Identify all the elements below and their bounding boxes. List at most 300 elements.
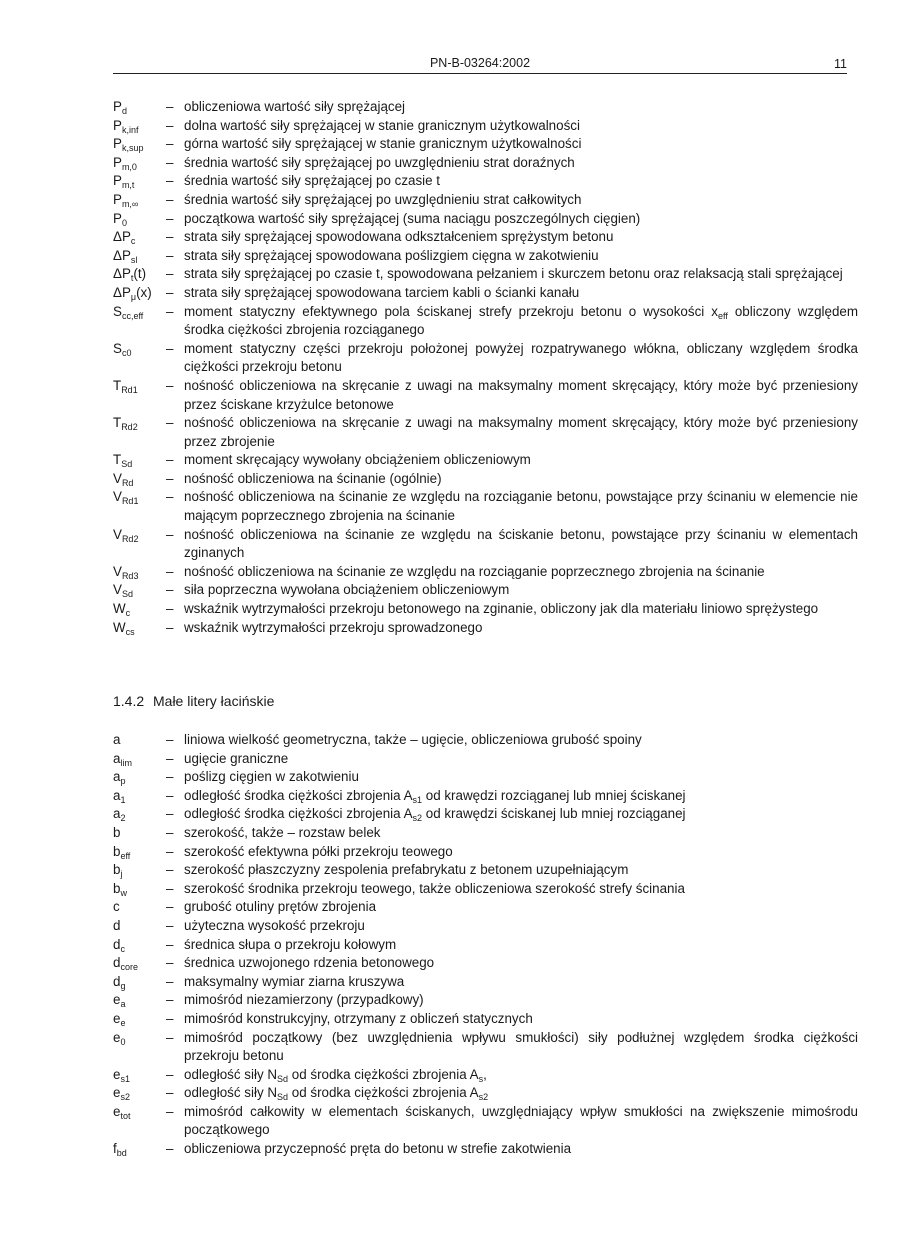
symbol-letter: S [113, 340, 122, 356]
symbol-subscript: g [120, 980, 126, 991]
description-text: , [483, 1066, 487, 1082]
symbol-entry [113, 117, 858, 136]
symbol-entry [113, 98, 858, 117]
symbol-description [184, 135, 858, 154]
description-text: mimośród konstrukcyjny, otrzymany z obliczeń statycznych [184, 1010, 533, 1026]
description-text: maksymalny wymiar ziarna kruszywa [184, 973, 405, 989]
symbol-letter: V [113, 563, 122, 579]
symbol [113, 581, 166, 600]
symbol-letter: b [113, 843, 121, 859]
description-text: nośność obliczeniowa na skręcanie z uwagi na maksymalny moment skręcający, który może być przeniesiony przez zbrojenie [184, 415, 858, 449]
symbol-description [184, 526, 858, 563]
dash-separator: – [166, 340, 174, 356]
symbol-description [184, 619, 858, 638]
symbol-letter: P [113, 154, 122, 170]
dash-separator: – [166, 229, 174, 245]
description-subscript: s2 [412, 813, 423, 824]
symbol-description [184, 488, 858, 525]
description-text: obliczeniowa przyczepność pręta do betonu w strefie zakotwienia [184, 1141, 572, 1157]
symbol-description [184, 303, 858, 340]
symbol-subscript: μ [130, 291, 137, 302]
symbol [113, 1010, 166, 1029]
symbol-subscript: k,inf [121, 124, 139, 135]
symbol-entry [113, 898, 858, 917]
symbol-entry [113, 526, 858, 563]
description-text: średnia wartość siły sprężającej po czasie t [184, 173, 441, 189]
description-text: grubość otuliny prętów zbrojenia [184, 899, 377, 915]
symbol-entry [113, 1140, 858, 1159]
symbol-letter: P [113, 117, 122, 133]
symbol-letter: d [113, 973, 121, 989]
symbol [113, 303, 166, 322]
symbol-entry [113, 1066, 858, 1085]
description-text: dolna wartość siły sprężającej w stanie granicznym użytkowalności [184, 117, 580, 133]
symbol-letter: d [113, 917, 121, 933]
symbol-letter: ΔP [113, 247, 131, 263]
symbol-letter: V [113, 470, 122, 486]
dash-separator: – [166, 899, 174, 915]
description-text: od krawędzi rozciąganej lub mniej ściskanej [422, 787, 686, 803]
dash-separator: – [166, 210, 174, 226]
symbol-suffix: (t) [133, 266, 147, 282]
description-text: poślizg cięgien w zakotwieniu [184, 769, 359, 785]
symbol-description [184, 1084, 858, 1103]
dash-separator: – [166, 470, 174, 486]
symbol-description [184, 731, 858, 750]
symbol [113, 563, 166, 582]
description-text: od środka ciężkości zbrojenia A [288, 1066, 479, 1082]
symbol [113, 340, 166, 359]
description-text: wskaźnik wytrzymałości przekroju betonowego na zginanie, obliczony jak dla materiału liniowo sprężystego [184, 601, 819, 617]
symbol [113, 172, 166, 191]
symbol [113, 843, 166, 862]
symbol-letter: b [113, 862, 121, 878]
symbol-subscript: eff [120, 850, 131, 861]
description-subscript: Sd [277, 1073, 289, 1084]
symbol-subscript: 2 [120, 813, 126, 824]
description-text: obliczony względem środka ciężkości zbrojenia rozciąganego [184, 303, 858, 338]
symbol [113, 619, 166, 638]
symbol-description [184, 117, 858, 136]
symbol-description [184, 936, 858, 955]
description-text: użyteczna wysokość przekroju [184, 917, 365, 933]
symbol-description [184, 787, 858, 806]
symbol-entry [113, 991, 858, 1010]
dash-separator: – [166, 489, 174, 505]
symbol-entry [113, 581, 858, 600]
symbol-description [184, 973, 858, 992]
symbol-letter: P [113, 210, 122, 226]
symbol-letter: d [113, 936, 121, 952]
symbol-entry [113, 1029, 858, 1066]
symbol [113, 936, 166, 955]
symbol-subscript: m,t [121, 180, 135, 191]
symbol [113, 731, 166, 750]
description-text: od środka ciężkości zbrojenia A [288, 1085, 479, 1101]
symbol-entry [113, 731, 858, 750]
symbol-subscript: 1 [120, 794, 126, 805]
symbol-entry [113, 414, 858, 451]
symbol [113, 750, 166, 769]
symbol-entry [113, 619, 858, 638]
dash-separator: – [166, 1141, 174, 1157]
symbol-entry [113, 824, 858, 843]
symbol-entry [113, 1010, 858, 1029]
symbol-entry [113, 377, 858, 414]
symbol [113, 265, 166, 284]
symbol-description [184, 843, 858, 862]
symbol-entry [113, 600, 858, 619]
symbol [113, 1029, 166, 1048]
symbol-letter: e [113, 1085, 121, 1101]
symbol-description [184, 247, 858, 266]
dash-separator: – [166, 601, 174, 617]
symbol-subscript: j [120, 869, 123, 880]
symbol-entry [113, 787, 858, 806]
symbol-subscript: s2 [120, 1092, 130, 1103]
symbol-description [184, 1103, 858, 1140]
symbol-description [184, 750, 858, 769]
symbol-description [184, 172, 858, 191]
symbol-subscript: t [130, 273, 134, 284]
symbol [113, 135, 166, 154]
symbol-letter: a [113, 806, 121, 822]
description-text: strata siły sprężającej po czasie t, spowodowana pełzaniem i skurczem betonu oraz relaksacją stali sprężającej [184, 266, 843, 282]
description-text: odległość środka ciężkości zbrojenia A [184, 787, 413, 803]
symbol-description [184, 824, 858, 843]
symbol-description [184, 898, 858, 917]
symbol [113, 377, 166, 396]
symbol-letter: V [113, 489, 122, 505]
symbol-entry [113, 154, 858, 173]
section-title: Małe litery łacińskie [153, 693, 275, 709]
symbol-subscript: 0 [120, 1036, 126, 1047]
dash-separator: – [166, 732, 174, 747]
symbol-description [184, 1029, 858, 1066]
symbol-entry [113, 247, 858, 266]
description-text: ugięcie graniczne [184, 750, 289, 766]
symbol [113, 210, 166, 229]
symbol-entry [113, 303, 858, 340]
symbol-letter: T [113, 452, 122, 468]
symbol-entry [113, 284, 858, 303]
symbol-entry [113, 954, 858, 973]
capital-symbols-list [113, 98, 858, 637]
symbol-description [184, 284, 858, 303]
symbol-entry [113, 843, 858, 862]
symbol [113, 824, 166, 843]
symbol-letter: c [113, 899, 120, 915]
description-text: średnia wartość siły sprężającej po uwzględnieniu strat doraźnych [184, 154, 575, 170]
symbol-entry [113, 936, 858, 955]
dash-separator: – [166, 992, 174, 1008]
symbol-letter: a [113, 769, 121, 785]
symbol-description [184, 861, 858, 880]
symbol-letter: e [113, 1066, 121, 1082]
symbol-subscript: Sd [121, 589, 133, 600]
symbol-letter: P [113, 173, 122, 189]
section-heading [113, 693, 274, 709]
symbol [113, 880, 166, 899]
symbol-description [184, 1010, 858, 1029]
symbol [113, 526, 166, 545]
dash-separator: – [166, 266, 174, 282]
symbol-letter: T [113, 377, 122, 393]
dash-separator: – [166, 284, 174, 300]
dash-separator: – [166, 526, 174, 542]
description-text: szerokość, także – rozstaw belek [184, 824, 381, 840]
symbol-subscript: m,0 [121, 161, 137, 172]
dash-separator: – [166, 862, 174, 878]
symbol-letter: e [113, 1103, 121, 1119]
dash-separator: – [166, 1066, 174, 1082]
description-text: moment skręcający wywołany obciążeniem obliczeniowym [184, 452, 531, 468]
symbol-letter: ΔP [113, 284, 131, 300]
dash-separator: – [166, 1103, 174, 1119]
symbol-entry [113, 265, 858, 284]
symbol-letter: ΔP [113, 266, 131, 282]
symbol-entry [113, 470, 858, 489]
symbol [113, 917, 166, 936]
symbol [113, 991, 166, 1010]
symbol-description [184, 1140, 858, 1159]
symbol-letter: a [113, 732, 121, 747]
symbol-letter: a [113, 787, 121, 803]
symbol-subscript: k,sup [121, 143, 144, 154]
symbol-subscript: e [120, 1017, 126, 1028]
description-text: nośność obliczeniowa na ścinanie ze względu na rozciąganie poprzecznego zbrojenia na ścinanie [184, 563, 765, 579]
symbol [113, 1084, 166, 1103]
symbol-description [184, 210, 858, 229]
symbol-subscript: d [121, 106, 127, 116]
header-rule [113, 73, 847, 74]
document-id: PN-B-03264:2002 [429, 56, 531, 70]
dash-separator: – [166, 303, 174, 319]
description-text: mimośród początkowy (bez uwzględnienia wpływu smukłości) siły podłużnej względem środka ciężkości przekroju betonu [184, 1029, 858, 1064]
symbol-letter: V [113, 582, 122, 598]
dash-separator: – [166, 452, 174, 468]
symbol-entry [113, 135, 858, 154]
section-number: 1.4.2 [113, 693, 145, 709]
symbol-description [184, 377, 858, 414]
symbol-entry [113, 563, 858, 582]
description-text: strata siły sprężającej spowodowana poślizgiem cięgna w zakotwieniu [184, 247, 599, 263]
symbol-description [184, 805, 858, 824]
symbol [113, 600, 166, 619]
symbol-entry [113, 973, 858, 992]
symbol-subscript: s1 [120, 1073, 130, 1084]
symbol-letter: P [113, 99, 122, 114]
symbol-entry [113, 880, 858, 899]
symbol [113, 787, 166, 806]
symbol-subscript: cs [125, 626, 135, 637]
dash-separator: – [166, 136, 174, 152]
dash-separator: – [166, 843, 174, 859]
dash-separator: – [166, 619, 174, 635]
dash-separator: – [166, 377, 174, 393]
symbol-suffix: (x) [136, 284, 152, 300]
dash-separator: – [166, 563, 174, 579]
symbol-description [184, 414, 858, 451]
dash-separator: – [166, 787, 174, 803]
symbol-subscript: lim [120, 757, 132, 768]
symbol-description [184, 228, 858, 247]
symbol-entry [113, 805, 858, 824]
description-text: od krawędzi ściskanej lub mniej rozciąganej [422, 806, 686, 822]
symbol-entry [113, 861, 858, 880]
symbol-letter: b [113, 880, 121, 896]
symbol-subscript: Rd1 [121, 384, 138, 395]
symbol-description [184, 600, 858, 619]
description-text: moment statyczny części przekroju położonej powyżej rozpatrywanego włókna, obliczany względem środka ciężkości przekroju betonu [184, 340, 858, 375]
symbol-description [184, 451, 858, 470]
description-text: odległość siły N [184, 1085, 278, 1101]
description-text: strata siły sprężającej spowodowana tarciem kabli o ścianki kanału [184, 284, 580, 300]
symbol-description [184, 991, 858, 1010]
dash-separator: – [166, 191, 174, 207]
description-text: nośność obliczeniowa na ścinanie ze względu na ściskanie betonu, powstające przy ścinaniu w elementach zginanych [184, 526, 858, 561]
symbol-description [184, 98, 858, 117]
description-text: szerokość środnika przekroju teowego, także obliczeniowa szerokość strefy ścinania [184, 880, 685, 896]
symbol-subscript: c [120, 943, 125, 954]
symbol [113, 98, 166, 117]
dash-separator: – [166, 769, 174, 785]
symbol-entry [113, 750, 858, 769]
symbol [113, 1103, 166, 1122]
dash-separator: – [166, 117, 174, 133]
symbol-letter: T [113, 415, 122, 431]
symbol-entry [113, 917, 858, 936]
symbol [113, 1066, 166, 1085]
symbol-subscript: sl [130, 254, 138, 265]
symbol-entry [113, 172, 858, 191]
symbol-letter: e [113, 1010, 121, 1026]
description-text: wskaźnik wytrzymałości przekroju sprowadzonego [184, 619, 483, 635]
description-text: odległość siły N [184, 1066, 278, 1082]
symbol [113, 488, 166, 507]
symbol [113, 973, 166, 992]
symbol-letter: W [113, 619, 126, 635]
symbol [113, 117, 166, 136]
symbol-letter: ΔP [113, 229, 131, 245]
symbol-subscript: c0 [121, 347, 132, 358]
symbol-description [184, 563, 858, 582]
symbol [113, 805, 166, 824]
dash-separator: – [166, 1029, 174, 1045]
description-text: średnia wartość siły sprężającej po uwzględnieniu strat całkowitych [184, 191, 582, 207]
symbol [113, 470, 166, 489]
description-text: mimośród całkowity w elementach ściskanych, uwzględniający wpływ smukłości na zwiększenie mimośrodu początkowego [184, 1103, 858, 1138]
symbol [113, 247, 166, 266]
description-text: obliczeniowa wartość siły sprężającej [184, 99, 406, 114]
symbol [113, 228, 166, 247]
dash-separator: – [166, 917, 174, 933]
dash-separator: – [166, 880, 174, 896]
symbol-subscript: Rd3 [121, 570, 139, 581]
symbol [113, 414, 166, 433]
symbol-description [184, 340, 858, 377]
description-subscript: s1 [412, 794, 423, 805]
dash-separator: – [166, 1085, 174, 1101]
symbol-entry [113, 451, 858, 470]
symbol-description [184, 191, 858, 210]
symbol-subscript: Rd2 [121, 422, 138, 433]
symbol-subscript: Rd2 [121, 533, 139, 544]
dash-separator: – [166, 750, 174, 766]
symbol-subscript: Rd1 [121, 496, 139, 507]
symbol-subscript: c [130, 236, 136, 247]
symbol-letter: P [113, 136, 122, 152]
symbol [113, 954, 166, 973]
page-header [113, 54, 847, 72]
symbol [113, 861, 166, 880]
symbol-subscript: m,∞ [121, 198, 139, 209]
symbol-description [184, 154, 858, 173]
dash-separator: – [166, 973, 174, 989]
symbol-description [184, 768, 858, 787]
lowercase-symbols-list [113, 731, 858, 1159]
symbol-subscript: c [125, 608, 131, 619]
symbol [113, 284, 166, 303]
description-text: nośność obliczeniowa na skręcanie z uwagi na maksymalny moment skręcający, który może być przeniesiony przez ściskane krzyżulce betonowe [184, 377, 858, 412]
symbol-letter: P [113, 191, 122, 207]
symbol-entry [113, 191, 858, 210]
description-text: moment statyczny efektywnego pola ściskanej strefy przekroju betonu o wysokości x [184, 303, 718, 319]
symbol-letter: f [113, 1141, 117, 1157]
symbol-entry [113, 210, 858, 229]
dash-separator: – [166, 1010, 174, 1026]
page-number: 11 [834, 57, 847, 71]
description-text: siła poprzeczna wywołana obciążeniem obliczeniowym [184, 582, 510, 598]
dash-separator: – [166, 806, 174, 822]
symbol-description [184, 917, 858, 936]
symbol-description [184, 470, 858, 489]
description-text: szerokość efektywna półki przekroju teowego [184, 843, 453, 859]
symbol-description [184, 954, 858, 973]
dash-separator: – [166, 936, 174, 952]
description-text: średnica uzwojonego rdzenia betonowego [184, 955, 435, 971]
symbol-letter: e [113, 992, 121, 1008]
symbol [113, 1140, 166, 1159]
description-subscript: s [478, 1073, 484, 1084]
symbol [113, 768, 166, 787]
symbol [113, 898, 166, 917]
symbol-entry [113, 228, 858, 247]
symbol-letter: e [113, 1029, 121, 1045]
symbol-description [184, 265, 858, 284]
dash-separator: – [166, 99, 174, 114]
description-text: strata siły sprężającej spowodowana odkształceniem sprężystym betonu [184, 229, 614, 245]
dash-separator: – [166, 955, 174, 971]
symbol-subscript: core [120, 962, 138, 973]
description-text: nośność obliczeniowa na ścinanie (ogólnie) [184, 470, 442, 486]
symbol-subscript: w [120, 887, 127, 898]
symbol-letter: a [113, 750, 121, 766]
symbol-description [184, 880, 858, 899]
description-text: mimośród niezamierzony (przypadkowy) [184, 992, 424, 1008]
description-text: nośność obliczeniowa na ścinanie ze względu na rozciąganie betonu, powstające przy ścinaniu w elemencie nie mającym poprzecznego zbrojenia na ścinanie [184, 489, 858, 524]
symbol-letter: W [113, 601, 126, 617]
symbol-letter: d [113, 955, 121, 971]
symbol-letter: b [113, 824, 121, 840]
symbol-entry [113, 1103, 858, 1140]
symbol-description [184, 1066, 858, 1085]
symbol [113, 154, 166, 173]
description-text: początkowa wartość siły sprężającej (suma naciągu poszczególnych cięgien) [184, 210, 641, 226]
dash-separator: – [166, 415, 174, 431]
symbol-entry [113, 768, 858, 787]
symbol-entry [113, 1084, 858, 1103]
